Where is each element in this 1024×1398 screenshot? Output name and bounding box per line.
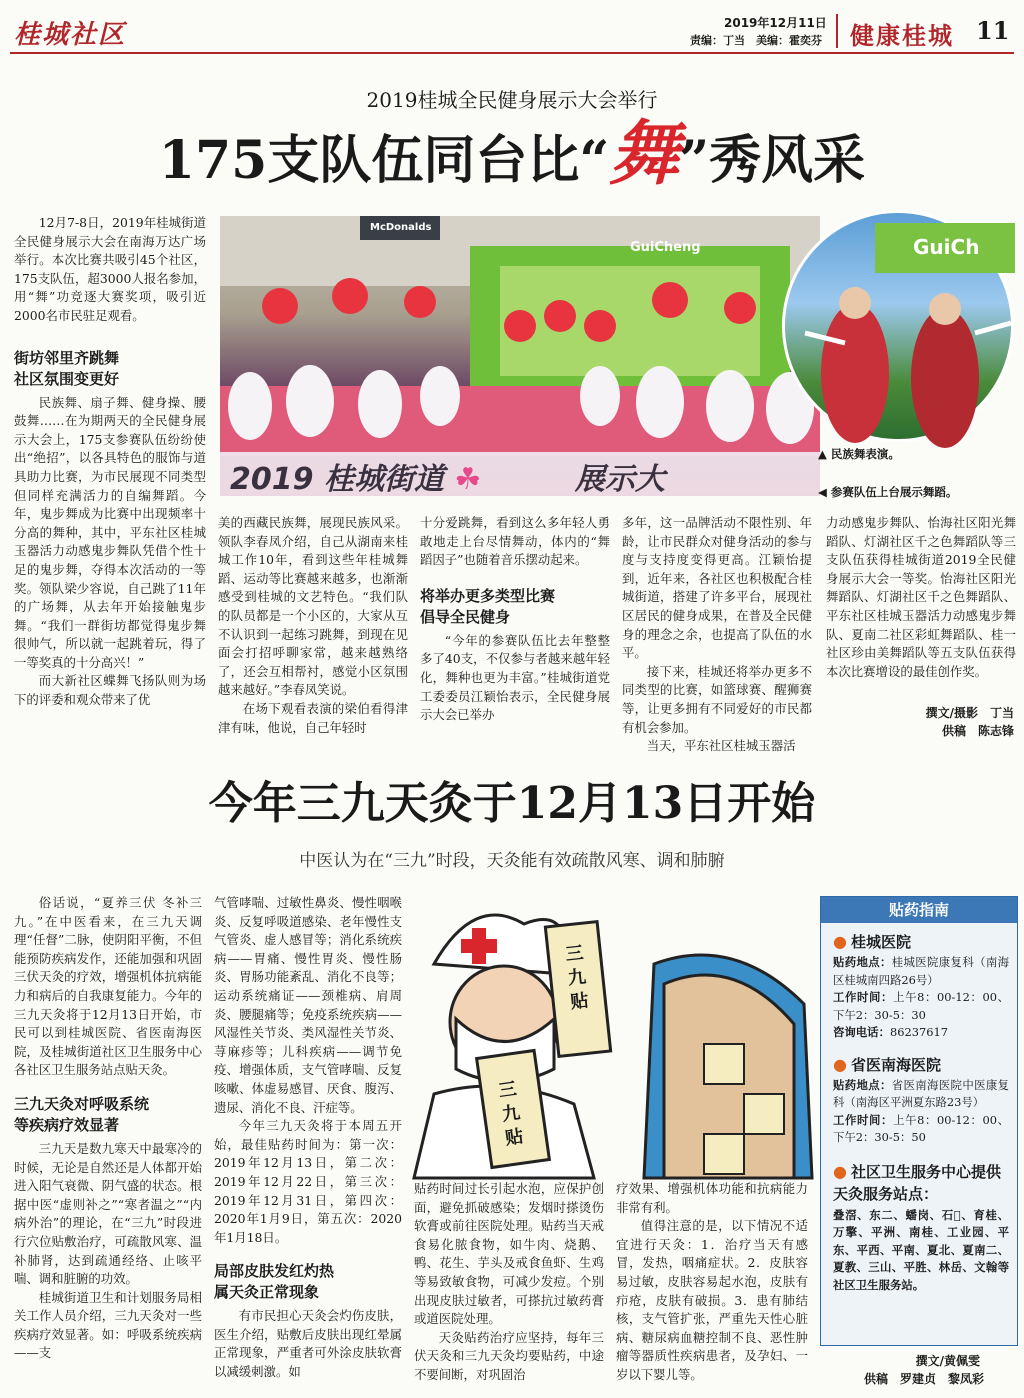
banner-logo-icon: ☘ <box>454 462 482 497</box>
article2-credit-1: 撰文/黄佩雯 <box>915 1354 980 1368</box>
hospital-1-hours: 工作时间：上午8：00-12：00、下午2：30-5：30 <box>833 990 1009 1022</box>
section-title-right: 健康桂城 <box>850 21 954 50</box>
paragraph: 三九天是数九寒天中最寒冷的时候，无论是自然还是人体都开始进入阳气衰微、阴气盛的状态。根据中医“虚则补之”“寒者温之”“内病外治”的理论，在“三九”时段进行穴位贴敷治疗，可疏散风寒、温补肺肾，达到疏通经络、止咳平喘、调和脏腑的功效。 <box>14 1140 202 1287</box>
article2-col4 <box>616 1180 808 1388</box>
article1-credit-2: 供稿 陈志锋 <box>941 724 1014 738</box>
photo-caption-1: ▲ 民族舞表演。 <box>818 447 900 461</box>
subheading: 局部皮肤发红灼热 属天灸正常现象 <box>214 1262 335 1302</box>
illustration-label-1: 三九贴 <box>564 942 590 1014</box>
headline-post: ”秀风采 <box>679 130 866 191</box>
hospital-1-location: 贴药地点：桂城医院康复科（南海区桂城南四路26号） <box>833 955 1009 987</box>
masthead-date: 2019年12月11日 <box>724 16 827 30</box>
photo-banner-text <box>230 454 665 498</box>
subheading: 将举办更多类型比赛 倡导全民健身 <box>420 586 556 626</box>
paragraph: “今年的参赛队伍比去年整整多了40支，不仅参与者越来越年轻化，舞种也更为丰富。”桂城街道党工委委员江颖怡表示，全民健身展示大会已举办 <box>420 632 610 723</box>
community-station-list: 叠滘、东二、蟠岗、石𬒎、育桂、万擎、平洲、南桂、工业园、平东、平西、平南、夏北、夏南二、夏教、三山、平胜、林岳、文翰等社区卫生服务站。 <box>833 1207 1009 1292</box>
photo-caption-2: ◀ 参赛队伍上台展示舞蹈。 <box>818 485 958 499</box>
banner-left: 2019 桂城街道 <box>230 462 444 497</box>
paragraph: 当天，平东社区桂城玉器活 <box>646 738 796 754</box>
photo-sign-mcdonalds: McDonalds <box>370 222 432 233</box>
article2-credit-2: 供稿 罗建贞 黎凤彩 <box>863 1372 984 1386</box>
headline-pre: 175支队伍同台比“ <box>158 130 610 191</box>
article2-col3 <box>414 1180 604 1388</box>
paragraph: 有市民担心天灸会灼伤皮肤，医生介绍，贴敷后皮肤出现红晕属正常现象，严重者可外涂皮肤软膏以减缓刺激。如 <box>214 1308 402 1380</box>
subheading: 三九天灸对呼吸系统 等疾病疗效显著 <box>14 1094 150 1134</box>
community-centre-heading: ● 社区卫生服务中心提供天灸服务站点： <box>833 1161 1001 1203</box>
article1-credit-1: 撰文/摄影 丁当 <box>925 706 1014 720</box>
paragraph: 在场下观看表演的梁伯看得津津有味，他说，自己年轻时 <box>218 700 408 735</box>
paragraph: 美的西藏民族舞，展现民族风采。领队李春凤介绍，自己从湖南来桂城工作10年，看到这些年桂城舞蹈、运动等比赛越来越多，也渐渐感受到桂城的文艺特色。“我们队的队员都是一个小区的，大家从互不认识到一起练习跳舞，到现在见面会打招呼聊家常，越来越熟络了，还会互相帮衬，感觉小区氛围越来越好。”李春凤笑说。 <box>218 515 408 698</box>
ethnic-dance-round-photo <box>782 210 1014 442</box>
lead-paragraph: 12月7-8日，2019年桂城街道全民健身展示大会在南海万达广场举行。本次比赛共吸引45个社区，175支队伍，超3000人报名参加，用“舞”功竞逐大赛奖项，吸引近2000名市民驻足观看。 <box>14 215 206 323</box>
article1-col1 <box>14 214 206 744</box>
hospital-2-name: ● 省医南海医院 <box>833 1054 941 1074</box>
article1-headline <box>0 114 1024 201</box>
hospital-1-name: ● 桂城医院 <box>833 932 911 951</box>
paragraph: 值得注意的是，以下情况不适宜进行天灸：1．治疗当天有感冒，发热，咽痛症状。2．皮肤容易过敏，皮肤容易起水泡，皮肤有疖疮，皮肤有破损。3．患有肺结核，支气管扩张，严重先天性心脏病、糖尿病血糖控制不良、恶性肿瘤等器质性疾病患者，及孕妇、一岁以下婴儿等。 <box>616 1218 808 1382</box>
article1-col5 <box>826 514 1016 694</box>
paragraph: 气管哮喘、过敏性鼻炎、慢性咽喉炎、反复呼吸道感染、老年慢性支气管炎、虚人感冒等；消化系统疾病——胃痛、慢性胃炎、慢性肠炎、胃肠功能紊乱、消化不良等；运动系统痛证——颈椎病、肩周炎、腰腿痛等；免疫系统疾病——风湿性关节炎、类风湿性关节炎、荨麻疹等；儿科疾病——调节免疫、增强体质，支气管哮喘、反复咳嗽、体虚易感冒、厌食、腹泻、遗尿、消化不良、汗症等。 <box>214 895 402 1115</box>
patch-guide-title: 贴药指南 <box>821 897 1017 923</box>
paragraph: 贴药时间过长引起水泡，应保护创面，避免抓破感染；发烟时搽烫伤软膏或前往医院处理。贴药当天戒食易化脓食物，如牛肉、烧鹅、鸭、花生、芋头及戒食鱼虾、生鸡等易致敏食物，可减少发痘。个别出现皮肤过敏者，可搽抗过敏药膏或道医院处理。 <box>414 1181 604 1327</box>
bullet-dot-icon: ● <box>833 1054 847 1074</box>
paragraph: 俗话说，“夏养三伏 冬补三九。”在中医看来，在三九天调理“任督”二脉，使阴阳平衡，不但能预防疾病发作，还能加强和巩固三伏天灸的疗效，增强机体抗病能力和病后的自我康复能力。今年的三九天灸将于12月13日开始，市民可以到桂城医院、省医南海医院，及桂城街道社区卫生服务中心各社区卫生服务站点贴天灸。 <box>14 895 202 1078</box>
article1-col3 <box>420 514 610 744</box>
paragraph: 桂城街道卫生和计划服务局相关工作人员介绍，三九天灸对一些疾病疗效显著。如：呼吸系统疾病——支 <box>14 1289 202 1361</box>
article2-col1 <box>14 894 202 1388</box>
article1-col4 <box>622 514 812 754</box>
doctor-illustration <box>414 894 812 1178</box>
article1-col2 <box>218 514 408 744</box>
dance-stage-photo <box>220 216 820 496</box>
paragraph: 今年三九天灸将于本周五开始，最佳贴药时间为：第一次：2019年12月13日，第二次：2019年12月22日，第三次：2019年12月31日，第四次：2020年1月9日，第五次：2020年1月18日。 <box>214 1118 402 1245</box>
article2-col2 <box>214 894 402 1388</box>
masthead-editors: 责编：丁当 美编：霍奕芬 <box>690 34 822 47</box>
bullet-dot-icon: ● <box>833 1161 847 1181</box>
paragraph: 十分爱跳舞，看到这么多年轻人勇敢地走上台尽情舞动，体内的“舞蹈因子”也随着音乐摆动起来。 <box>420 515 610 568</box>
article2-subhead: 中医认为在“三九”时段，天灸能有效疏散风寒、调和肺腑 <box>299 851 725 871</box>
illustration-label-2: 三九贴 <box>497 1078 525 1150</box>
subheading: 街坊邻里齐跳舞 社区氛围变更好 <box>14 348 120 388</box>
paragraph: 力动感鬼步舞队、怡海社区阳光舞蹈队、灯湖社区千之色舞蹈队等三支队伍获得桂城街道2019全民健身展示大会一等奖。怡海社区阳光舞蹈队、灯湖社区千之色舞蹈队、平东社区桂城玉器活力动感鬼步舞队、夏南二社区彩虹舞蹈队、桂一社区珍由美舞蹈队等五支队伍获得本次比赛增设的最佳创作奖。 <box>826 515 1016 679</box>
doctor-drawing <box>414 894 812 1178</box>
masthead-rule <box>10 52 1014 54</box>
headline-em: 舞 <box>609 112 680 195</box>
paragraph: 而大新社区蝶舞飞扬队则为场下的评委和观众带来了优 <box>14 673 206 708</box>
hospital-2-location: 贴药地点：省医南海医院中医康复科（南海区平洲夏东路23号） <box>833 1077 1009 1109</box>
paragraph: 多年，这一品牌活动不限性别、年龄，让市民群众对健身活动的参与度与支持度变得更高。江颖怡提到，近年来，各社区也积极配合桂城街道，搭建了许多平台，展现社区居民的健身成果，在普及全民健身的理念之余，也提高了队伍的水平。 <box>622 515 812 661</box>
hospital-1-phone: 咨询电话：86237617 <box>833 1025 948 1039</box>
round-photo-sign: GuiCh <box>913 235 980 259</box>
bullet-dot-icon: ● <box>833 932 847 951</box>
section-title-left: 桂城社区 <box>14 20 127 50</box>
banner-right: 展示大 <box>574 462 665 497</box>
paragraph: 接下来，桂城还将举办更多不同类型的比赛，如篮球赛、醒狮赛等，让更多拥有不同爱好的市民都有机会参加。 <box>622 663 812 735</box>
article1-kicker: 2019桂城全民健身展示大会举行 <box>366 88 658 112</box>
article2-headline: 今年三九天灸于12月13日开始 <box>208 778 816 829</box>
masthead-divider <box>836 14 838 48</box>
hospital-2-hours: 工作时间：上午8：00-12：00、下午2：30-5：50 <box>833 1112 1009 1144</box>
page-number: 11 <box>976 16 1010 45</box>
photo-sign-guicheng: GuiCheng <box>630 240 701 255</box>
paragraph: 民族舞、扇子舞、健身操、腰鼓舞……在为期两天的全民健身展示大会上，175支参赛队伍纷纷使出“绝招”，以各具特色的服饰与道具助力比赛，为市民展现不同类型但同样充满活力的自编舞蹈。今年，鬼步舞成为比赛中出现频率十分高的舞种，其中，平东社区桂城玉器活力动感鬼步舞队凭借个性十足的鬼步舞，夺得本次活动的一等奖。领队梁少容说，自己跳了11年的广场舞，从去年开始接触鬼步舞。“我们一群街坊都觉得鬼步舞很帅气，所以就一起跳着玩，得了一等奖真的十分高兴！” <box>14 394 206 670</box>
paragraph: 疗效果、增强机体功能和抗病能力非常有利。 <box>616 1181 808 1215</box>
patch-guide-box <box>820 896 1018 1346</box>
paragraph: 天灸贴药治疗应坚持，每年三伏天灸和三九天灸均要贴药，中途不要间断，对巩固治 <box>414 1329 604 1382</box>
